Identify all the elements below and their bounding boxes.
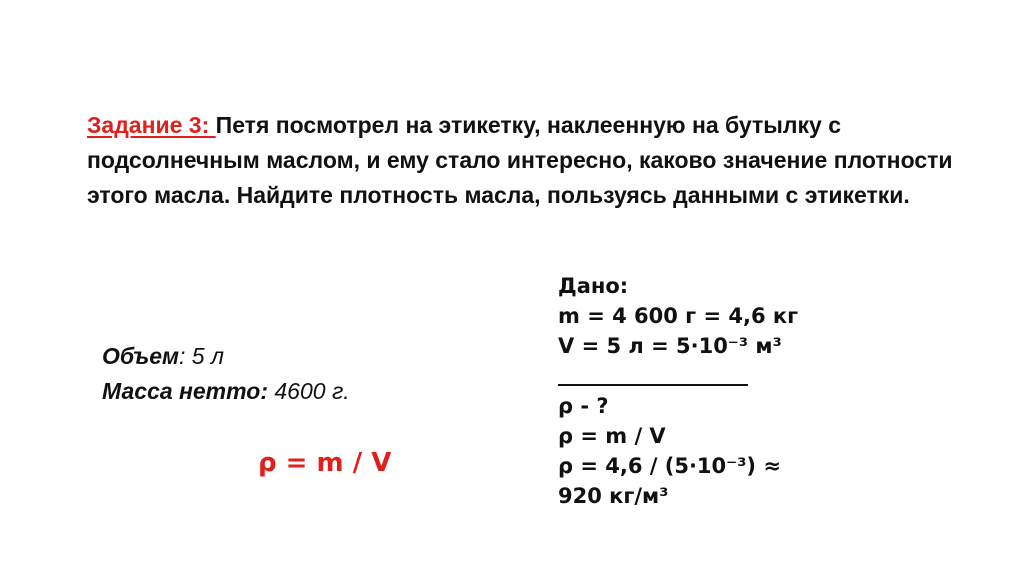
mass-value: 4600 г. bbox=[268, 378, 350, 404]
task-label: Задание 3: bbox=[87, 112, 216, 138]
bottle-label-data bbox=[102, 339, 350, 409]
volume-value: : 5 л bbox=[179, 343, 224, 369]
mass-key: Масса нетто: bbox=[102, 378, 268, 404]
formula-line: ρ = m / V bbox=[558, 424, 666, 448]
task-statement bbox=[87, 108, 987, 213]
given-divider bbox=[558, 361, 748, 391]
given-heading: Дано: bbox=[558, 274, 629, 298]
given-mass: m = 4 600 г = 4,6 кг bbox=[558, 304, 799, 328]
solution-block bbox=[558, 271, 798, 511]
find-line: ρ - ? bbox=[558, 394, 609, 418]
volume-line bbox=[102, 339, 350, 374]
mass-line bbox=[102, 374, 350, 409]
given-volume: V = 5 л = 5·10⁻³ м³ bbox=[558, 334, 782, 358]
task-text: Петя посмотрел на этикетку, наклеенную на бутылку с подсолнечным маслом, и ему стало интересно, каково значение плотности этого масла. Найдите плотность масла, пользуясь данными с этикетки. bbox=[87, 112, 953, 208]
calc-line: ρ = 4,6 / (5·10⁻³) ≈ bbox=[558, 454, 781, 478]
density-formula: ρ = m / V bbox=[258, 448, 392, 478]
result-line: 920 кг/м³ bbox=[558, 484, 669, 508]
volume-key: Объем bbox=[102, 343, 180, 369]
